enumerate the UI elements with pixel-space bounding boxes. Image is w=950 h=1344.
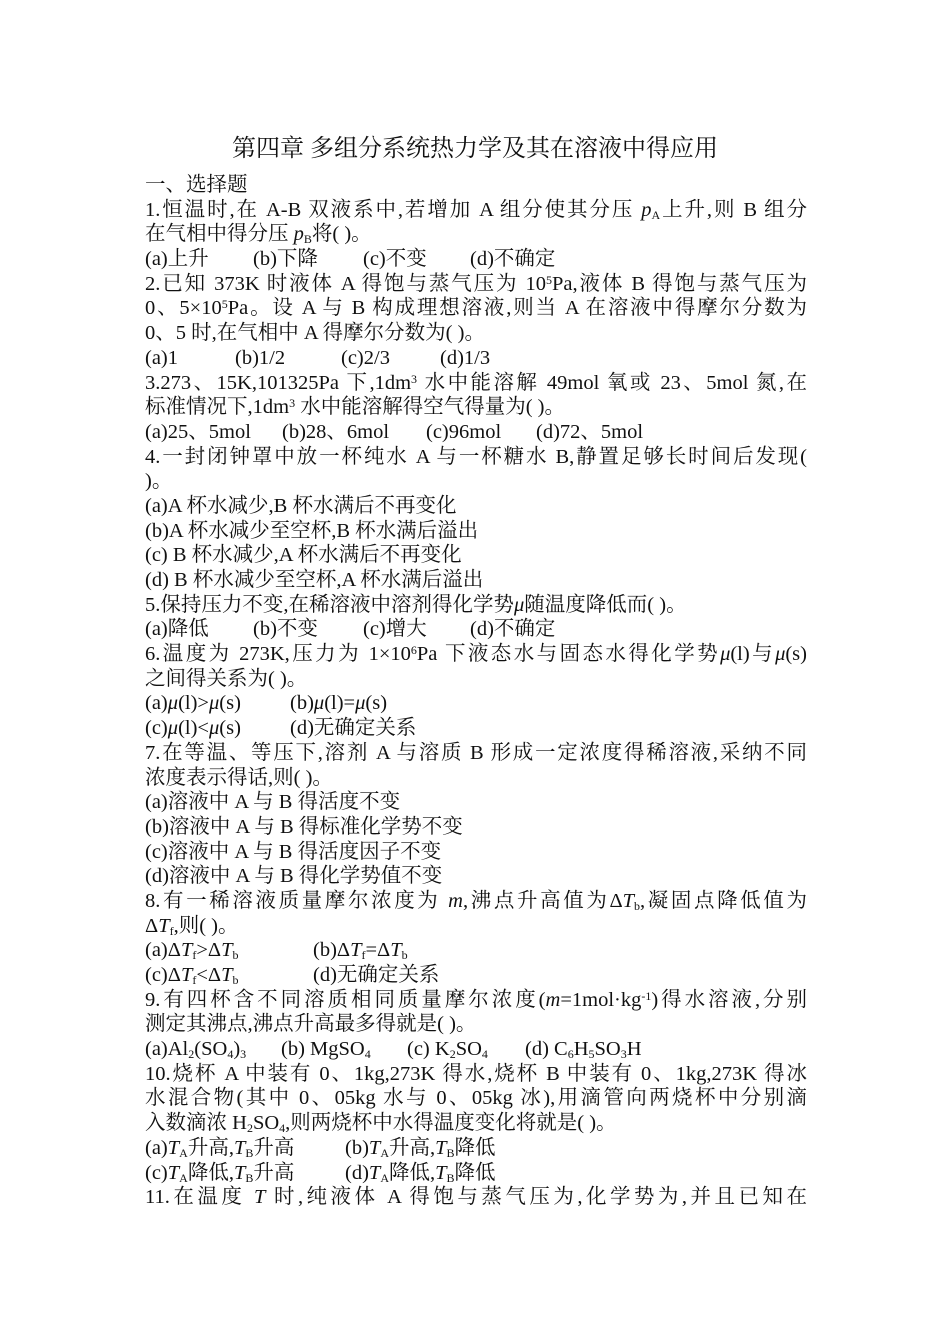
chapter-title: 第四章 多组分系统热力学及其在溶液中得应用 [232, 136, 718, 162]
q1-options: (a)上升 (b)下降 (c)不变 (d)不确定 [145, 248, 556, 271]
q10-options-cd: $(c)T_A$降低$,T_B$升高 $(d)T_A$降低$,T_B$降低 [145, 1161, 496, 1185]
q4-option-c: (c) B 杯水减少,A 杯水满后不再变化 [145, 544, 462, 567]
q2-options: (a)1 (b)1/2 (c)2/3 (d)1/3 [145, 346, 491, 369]
q8-options-cd: $(c)\Delta T_f<\Delta T_b$ (d)无确定关系 [145, 964, 440, 987]
q4-line1: 4.一封闭钟罩中放一杯纯水 A 与一杯糖水 B,静置足够长时间后发现( [145, 445, 807, 468]
q10-line1: 10.烧杯 A 中装有 0、1kg,273K 得水,烧杯 B 中装有 0、1kg,273K 得冰 [145, 1062, 807, 1085]
q2-line2: 0、$5\times 10^5Pa$。设 A 与 B 构成理想溶液,则当 A 在溶液中得摩尔分数为 [145, 297, 807, 320]
q8-line1: 8.有一稀溶液质量摩尔浓度为 m,沸点升高值为$\Delta T_b$,凝固点降低值为 [145, 889, 808, 913]
q4-line2: )。 [145, 470, 173, 493]
q9-line1: 9.有四杯含不同溶质相同质量摩尔浓度$(m=1mol\cdot kg^{-1})$得水溶液,分别 [145, 988, 808, 1011]
q7-option-c: (c)溶液中 A 与 B 得活度因子不变 [145, 840, 442, 863]
q7-line1: 7.在等温、等压下,溶剂 A 与溶质 B 形成一定浓度得稀溶液,采纳不同 [145, 741, 807, 764]
q2-line1: 2.已知 373K 时液体 A 得饱与蒸气压为 $10^5Pa$,液体 B 得饱与蒸气压为 [145, 272, 807, 295]
q3-line2: 标准情况下$,1dm^3$ 水中能溶解得空气得量为( )。 [145, 396, 565, 419]
q8-line2: $\Delta T_f$,则( )。 [145, 914, 239, 938]
q5-line1: 5.保持压力不变,在稀溶液中溶剂得化学势μ随温度降低而( )。 [145, 593, 687, 616]
section-heading: 一、选择题 [145, 174, 248, 196]
q7-option-d: (d)溶液中 A 与 B 得化学势值不变 [145, 865, 443, 888]
q7-option-a: (a)溶液中 A 与 B 得活度不变 [145, 791, 401, 814]
q4-option-a: (a)A 杯水减少,B 杯水满后不再变化 [145, 494, 457, 517]
q9-options: $(a)Al_2(SO_4)_3$ (b) MgSO$_4$ (c) $K_2SO_4$ (d) $C_6H_5SO_3H$ [145, 1038, 642, 1062]
q4-option-b: (b)A 杯水减少至空杯,B 杯水满后溢出 [145, 519, 479, 542]
q6-options-cd: (c)μ(l)<μ(s) (d)无确定关系 [145, 717, 417, 740]
q1-line2: 在气相中得分压 $p_B$将( )。 [145, 223, 372, 247]
q2-line3: 0、5 时,在气相中 A 得摩尔分数为( )。 [145, 322, 485, 345]
q3-options: (a)25、5mol (b)28、6mol (c)96mol (d)72、5mol [145, 420, 644, 443]
q6-line2: 之间得关系为( )。 [145, 667, 308, 690]
q7-option-b: (b)溶液中 A 与 B 得标准化学势不变 [145, 815, 463, 838]
q10-line3: 入数滴浓 $H_2SO_4$,则两烧杯中水得温度变化将就是( )。 [145, 1112, 617, 1136]
question-list [145, 173, 807, 1210]
q10-options-ab: $(a)T_A$升高$,T_B$升高 $(b)T_A$升高$,T_B$降低 [145, 1136, 496, 1160]
q6-options-ab: (a)μ(l)>μ(s) (b)μ(l)=μ(s) [145, 692, 388, 715]
q6-line1: 6.温度为 273K,压力为 $1\times 10^6Pa$ 下液态水与固态水得化学势μ(l)与μ(s) [145, 643, 807, 666]
q8-options-ab: $(a)\Delta T_f>\Delta T_b$ $(b)\Delta T_f=\Delta T_b$ [145, 939, 408, 963]
q3-line1: 3.273、15K,101325Pa 下$,1dm^3$ 水中能溶解 49mol 氧或 23、5mol 氮,在 [145, 371, 807, 394]
q10-line2: 水混合物(其中 0、05kg 水与 0、05kg 冰),用滴管向两烧杯中分别滴 [145, 1087, 807, 1110]
q4-option-d: (d) B 杯水减少至空杯,A 杯水满后溢出 [145, 569, 484, 591]
q7-line2: 浓度表示得话,则( )。 [145, 766, 333, 789]
q5-options: (a)降低 (b)不变 (c)增大 (d)不确定 [145, 618, 556, 641]
q1-line1: 1.恒温时,在 A-B 双液系中,若增加 A 组分使其分压 $p_A$上升,则 B 组分 [145, 198, 807, 222]
q11-line1: 11.在温度 T 时,纯液体 A 得饱与蒸气压为,化学势为,并且已知在 [145, 1186, 807, 1209]
q9-line2: 测定其沸点,沸点升高最多得就是( )。 [145, 1013, 477, 1036]
